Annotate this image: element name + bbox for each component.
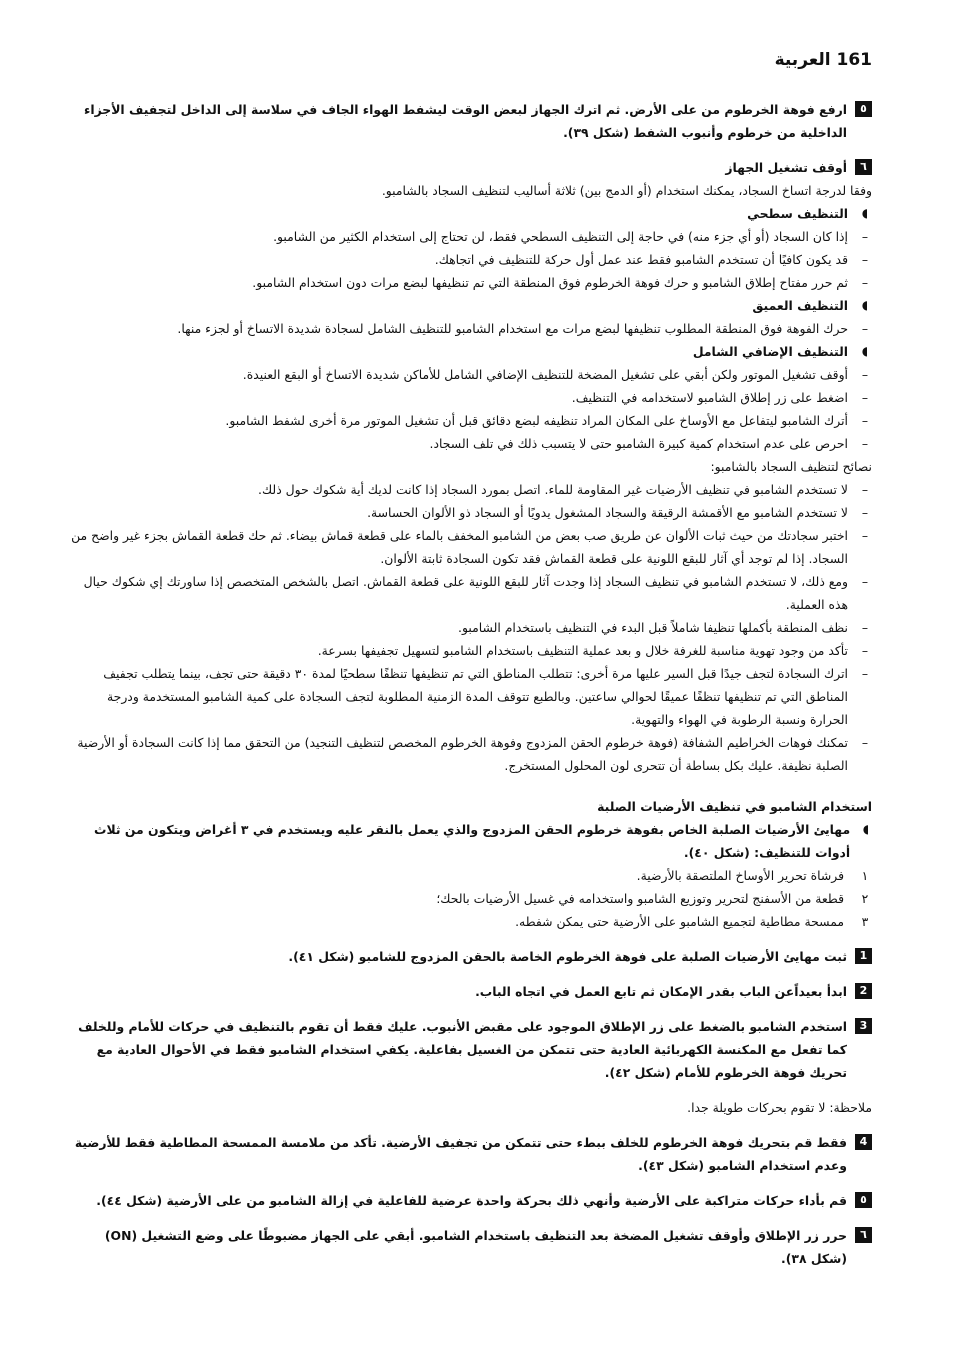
note-text: ملاحظة: لا تقوم بحركات طويلة جدا. — [687, 1100, 872, 1115]
page-number: 161 — [836, 50, 872, 70]
step-number-badge: 3 — [855, 1018, 872, 1034]
part-number: ١ — [861, 868, 869, 883]
list-item: – تأكد من وجود تهوية مناسبة للغرفة خلال و بعد عملية التنظيف باستخدام الشامبو لتسهيل تجفيفها بسرعة. — [66, 639, 872, 662]
bullet-icon: ◖ — [861, 344, 869, 358]
step-text: ثبت مهايئ الأرضيات الصلبة على فوهة الخرطوم الخاصة بالحقن المزدوج للشامبو (شكل ٤١). — [288, 949, 847, 964]
list-item-text: ومع ذلك، لا تستخدم الشامبو في تنظيف السجاد إذا وجدت آثار للبقع اللونية على قطعة القماش. اتصل بالشخص المتخصص إذا ساورتك إي شكوك حيال هذه العملية. — [83, 574, 848, 612]
list-item-text: أوقف تشغيل الموتور ولكن أبقي على تشغيل المضخة للتنظيف الإضافي الشامل للأماكن شديدة الاتساخ أو البقع العنيدة. — [242, 367, 848, 382]
step-number-badge: ٦ — [855, 1227, 872, 1243]
hard-floor-step-4 — [66, 1131, 872, 1177]
bullet-icon: ◖ — [861, 206, 869, 220]
step-number-badge: ٦ — [855, 159, 872, 175]
bullet-icon: ◖ — [862, 822, 870, 836]
hard-floor-step-2 — [66, 980, 872, 1003]
step-number-badge: ٥ — [855, 101, 872, 117]
hard-floor-step-6 — [66, 1224, 872, 1270]
adapter-part-item — [66, 910, 872, 933]
list-item: – أترك الشامبو ليتفاعل مع الأوساخ على المكان المراد تنظيفه لبضع دقائق قبل أن تشغيل الموتور مرة أخرى لشفط الشامبو. — [66, 409, 872, 432]
adapter-text: مهايئ الأرضيات الصلبة الخاص بفوهة خرطوم الحقن المزدوج والذي يعمل بالنقر عليه ويستخدم في ٣ أغراض ويتكون من ثلاث أدوات للتنظيف: (شكل ٤٠). — [94, 822, 851, 860]
list-item-text: ثم حرر مفتاح إطلاق الشامبو و حرك فوهة الخرطوم فوق المنطقة التي تم تنظيفها لبضع مرات دون استخدام الشامبو. — [252, 275, 848, 290]
heading-text: التنظيف العميق — [752, 298, 848, 313]
list-item-text: تأكد من وجود تهوية مناسبة للغرفة خلال و بعد عملية التنظيف باستخدام الشامبو لتسهيل تجفيفها بسرعة. — [317, 643, 848, 658]
bullet-icon: ◖ — [861, 298, 869, 312]
list-item: – نظف المنطقة بأكملها تنظيفا شاملاً قبل البدء في التنظيف باستخدام الشامبو. — [66, 616, 872, 639]
step-text: ارفع فوهة الخرطوم من على الأرض. ثم اترك الجهاز لبعض الوقت ليشفط الهواء الجاف في سلاسة إلى الداخل لتجفيف الأجزاء الداخلية من خرطوم وأنبوب الشفط (شكل ٣٩). — [83, 102, 847, 140]
list-item-text: قد يكون كافيًا أن تستخدم الشامبو فقط عند عمل أول حركة للتنظيف في اتجاهك. — [434, 252, 848, 267]
part-text: فرشاة تحرير الأوساخ الملتصقة بالأرضية. — [636, 868, 844, 883]
list-item-text: لا تستخدم الشامبو في تنظيف الأرضيات غير المقاومة للماء. اتصل بمورد السجاد إذا كانت لديك أية شكوك حول ذلك. — [258, 482, 848, 497]
page-header — [775, 50, 872, 70]
list-item-text: اضغط على زر إطلاق الشامبو لاستخدامه في التنظيف. — [571, 390, 848, 405]
list-item: – تمكنك فوهات الخراطيم الشفافة (فوهة خرطوم الحقن المزدوج وفوهة الخرطوم المخصص لتنظيف التنجيد) من التحقق مما إذا كانت السجادة أو الأرضية الصلبة نظيفة. عليك بكل بساطة أن تتحرى لون المحلول المستخرج. — [66, 731, 872, 777]
list-item: – احرص على عدم استخدام كمية كبيرة الشامبو حتى لا يتسبب ذلك في تلف السجاد. — [66, 432, 872, 455]
list-item-text: اترك السجادة لتجف جيدًا قبل السير عليها مرة أخرى: تتطلب المناطق التي تم تنظيفها تنظفًا سطحيًا لمدة ٣٠ دقيقة حتى تجف، بينما يتطلب تجفيف المناطق التي تم تنظيفها تنظفًا عميقًا لحوالي ساعتين. وبالطبع تتوقف المدة الزمنية المطلوبة لتجف السجادة على كمية الشامبو المستخدمة ودرجة الحرارة ونسبة الرطوبة في الهواء والتهوية. — [103, 666, 848, 727]
page-content — [66, 98, 872, 1270]
list-item-text: احرص على عدم استخدام كمية كبيرة الشامبو حتى لا يتسبب ذلك في تلف السجاد. — [429, 436, 848, 451]
surface-cleaning-heading — [66, 202, 872, 225]
deep-cleaning-heading — [66, 294, 872, 317]
list-item: – قد يكون كافيًا أن تستخدم الشامبو فقط عند عمل أول حركة للتنظيف في اتجاهك. — [66, 248, 872, 271]
part-number: ٣ — [861, 914, 869, 929]
list-item-text: أترك الشامبو ليتفاعل مع الأوساخ على المكان المراد تنظيفه لبضع دقائق قبل أن تشغيل الموتور مرة أخرى لشفط الشامبو. — [225, 413, 848, 428]
tips-heading: نصائح لتنظيف السجاد بالشامبو: — [710, 459, 872, 474]
list-item: – حرك الفوهة فوق المنطقة المطلوب تنظيفها لبضع مرات مع استخدام الشامبو للتنظيف الشامل لسجادة شديدة الاتساخ أو لجزء منها. — [66, 317, 872, 340]
list-item: – اترك السجادة لتجف جيدًا قبل السير عليها مرة أخرى: تتطلب المناطق التي تم تنظيفها تنظفًا سطحيًا لمدة ٣٠ دقيقة حتى تجف، بينما يتطلب تجفيف المناطق التي تم تنظيفها تنظفًا عميقًا لحوالي ساعتين. وبالطبع تتوقف المدة الزمنية المطلوبة لتجف السجادة على كمية الشامبو المستخدمة ودرجة الحرارة ونسبة الرطوبة في الهواء والتهوية. — [66, 662, 872, 731]
list-item-text: إذا كان السجاد (أو أي جزء منه) في حاجة إلى التنظيف السطحي فقط، لن تحتاج إلى استخدام الكثير من الشامبو. — [273, 229, 848, 244]
part-number: ٢ — [861, 891, 869, 906]
hard-floor-adapter-item — [66, 818, 872, 864]
extra-cleaning-heading — [66, 340, 872, 363]
list-item: – اختبر سجادتك من حيث ثبات الألوان عن طريق صب بعض من الشامبو المخفف بالماء على قطعة قماش بيضاء. ثم حك قطعة القماش بجزء غير واضح من السجاد. إذا لم توجد أي آثار للبقع اللونية على قطعة القماش فقد تكون السجادة ثابتة الألوان. — [66, 524, 872, 570]
hard-floor-step-3 — [66, 1015, 872, 1084]
hard-floor-step-5 — [66, 1189, 872, 1212]
step-5-lift-nozzle — [66, 98, 872, 144]
heading-text: التنظيف سطحي — [747, 206, 848, 221]
adapter-part-item — [66, 864, 872, 887]
step-text: استخدم الشامبو بالضغط على زر الإطلاق الموجود على مقبض الأنبوب. عليك فقط أن تقوم بالتنظيف في حركات للأمام وللخلف كما تفعل مع المكنسة الكهربائية العادية حتى تتمكن من الغسيل بفاعلية. يكفي استخدام الشامبو فقط في الأحوال العادية مع تحريك فوهة الخرطوم للأمام (شكل ٤٢). — [78, 1019, 847, 1080]
list-item: – إذا كان السجاد (أو أي جزء منه) في حاجة إلى التنظيف السطحي فقط، لن تحتاج إلى استخدام الكثير من الشامبو. — [66, 225, 872, 248]
step-text: ابدأ بعيداًعن الباب بقدر الإمكان ثم تابع العمل في اتجاه الباب. — [475, 984, 847, 999]
step-number-badge: 1 — [855, 948, 872, 964]
step-text: فقط قم بتحريك فوهة الخرطوم للخلف ببطء حتى تتمكن من تجفيف الأرضية. تأكد من ملامسة الممسحة المطاطية فقط للأرضية وعدم استخدام الشامبو (شكل ٤٣). — [74, 1135, 847, 1173]
step-number-badge: 2 — [855, 983, 872, 999]
part-text: ممسحة مطاطية لتجميع الشامبو على الأرضية حتى يمكن شفطه. — [515, 914, 844, 929]
list-item-text: نظف المنطقة بأكملها تنظيفا شاملاً قبل البدء في التنظيف باستخدام الشامبو. — [458, 620, 848, 635]
list-item-text: حرك الفوهة فوق المنطقة المطلوب تنظيفها لبضع مرات مع استخدام الشامبو للتنظيف الشامل لسجادة شديدة الاتساخ أو لجزء منها. — [177, 321, 848, 336]
hard-floor-step-1 — [66, 945, 872, 968]
hard-floor-heading: استخدام الشامبو في تنظيف الأرضيات الصلبة — [597, 799, 872, 814]
list-item: – اضغط على زر إطلاق الشامبو لاستخدامه في التنظيف. — [66, 386, 872, 409]
intro-paragraph: وفقا لدرجة اتساخ السجاد، يمكنك استخدام (أو الدمج بين) ثلاثة أساليب لتنظيف السجاد بالشامبو. — [381, 183, 872, 198]
section-language: العربية — [774, 50, 831, 70]
list-item-text: لا تستخدم الشامبو مع الأقمشة الرقيقة والسجاد المشغول يدويًا أو السجاد ذو الألوان الحساسة. — [367, 505, 848, 520]
part-text: قطعة من الأسفنج لتحرير وتوزيع الشامبو واستخدامه في غسيل الأرضيات بالحك؛ — [436, 891, 844, 906]
list-item: – ثم حرر مفتاح إطلاق الشامبو و حرك فوهة الخرطوم فوق المنطقة التي تم تنظيفها لبضع مرات دون استخدام الشامبو. — [66, 271, 872, 294]
list-item: – أوقف تشغيل الموتور ولكن أبقي على تشغيل المضخة للتنظيف الإضافي الشامل للأماكن شديدة الاتساخ أو البقع العنيدة. — [66, 363, 872, 386]
step-text: حرر زر الإطلاق وأوقف تشغيل المضخة بعد التنظيف باستخدام الشامبو. أبقي على الجهاز مضبوطًا على وضع التشغيل (ON) (شكل ٣٨). — [104, 1228, 847, 1266]
step-text: أوقف تشغيل الجهاز — [725, 160, 847, 175]
step-number-badge: ٥ — [855, 1192, 872, 1208]
adapter-part-item — [66, 887, 872, 910]
list-item-text: تمكنك فوهات الخراطيم الشفافة (فوهة خرطوم الحقن المزدوج وفوهة الخرطوم المخصص لتنظيف التنجيد) من التحقق مما إذا كانت السجادة أو الأرضية الصلبة نظيفة. عليك بكل بساطة أن تتحرى لون المحلول المستخرج. — [77, 735, 848, 773]
step-number-badge: 4 — [855, 1134, 872, 1150]
list-item: – لا تستخدم الشامبو مع الأقمشة الرقيقة والسجاد المشغول يدويًا أو السجاد ذو الألوان الحساسة. — [66, 501, 872, 524]
list-item-text: اختبر سجادتك من حيث ثبات الألوان عن طريق صب بعض من الشامبو المخفف بالماء على قطعة قماش بيضاء. ثم حك قطعة القماش بجزء غير واضح من السجاد. إذا لم توجد أي آثار للبقع اللونية على قطعة القماش فقد تكون السجادة ثابتة الألوان. — [71, 528, 848, 566]
heading-text: التنظيف الإضافي الشامل — [692, 344, 848, 359]
step-6-switch-off — [66, 156, 872, 179]
list-item: – ومع ذلك، لا تستخدم الشامبو في تنظيف السجاد إذا وجدت آثار للبقع اللونية على قطعة القماش. اتصل بالشخص المتخصص إذا ساورتك إي شكوك حيال هذه العملية. — [66, 570, 872, 616]
list-item: – لا تستخدم الشامبو في تنظيف الأرضيات غير المقاومة للماء. اتصل بمورد السجاد إذا كانت لديك أية شكوك حول ذلك. — [66, 478, 872, 501]
step-text: قم بأداء حركات متراكبة على الأرضية وأنهي ذلك بحركة واحدة عرضية للفاعلية في إزالة الشامبو من على الأرضية (شكل ٤٤). — [96, 1193, 847, 1208]
